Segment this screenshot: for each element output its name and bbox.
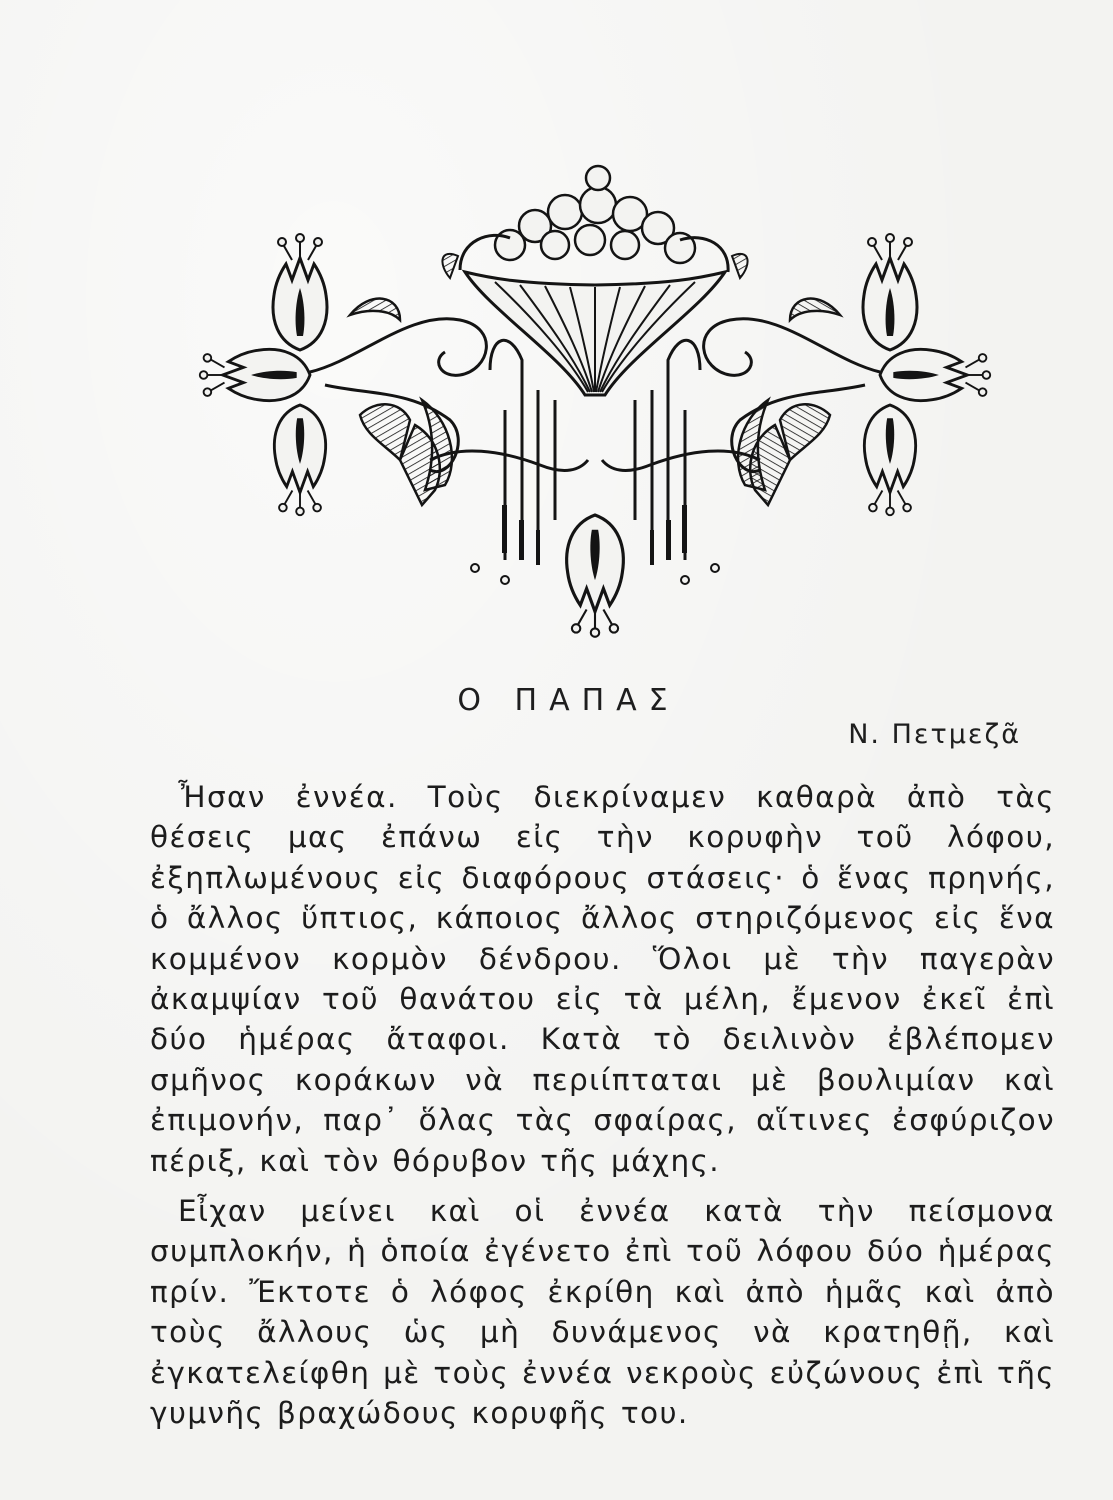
art-nouveau-floral-ornament-icon [160, 160, 1030, 645]
chapter-title: Ο ΠΑΠΑΣ [457, 683, 680, 718]
paragraph: Ἦσαν ἐννέα. Τοὺς διεκρίναμεν καθαρὰ ἀπὸ τὰς θέσεις μας ἐπάνω εἰς τὴν κορυφὴν τοῦ λόφου, ἐξηπλωμένους εἰς διαφόρους στάσεις· ὁ ἕνας πρηνής, ὁ ἄλλος ὕπτιος, κάποιος ἄλλος στηριζόμενος εἰς ἕνα κομμένον κορμὸν δένδρου. Ὅλοι μὲ τὴν παγερὰν ἀκαμψίαν τοῦ θανάτου εἰς τὰ μέλη, ἔμενον ἐκεῖ ἐπὶ δύο ἡμέρας ἄταφοι. Κατὰ τὸ δειλινὸν ἐβλέπομεν σμῆνος κοράκων νὰ περιίπταται μὲ βουλιμίαν καὶ ἐπιμονήν, παρ᾽ ὅλας τὰς σφαίρας, αἵτινες ἐσφύριζον πέριξ, καὶ τὸν θόρυβον τῆς μάχης. [150, 780, 1055, 1178]
paragraph: Εἶχαν μείνει καὶ οἱ ἐννέα κατὰ τὴν πείσμονα συμπλοκήν, ἡ ὁποία ἐγένετο ἐπὶ τοῦ λόφου δύο ἡμέρας πρίν. Ἔκτοτε ὁ λόφος ἐκρίθη καὶ ἀπὸ ἡμᾶς καὶ ἀπὸ τοὺς ἄλλους ὡς μὴ δυνάμενος νὰ κρατηθῇ, καὶ ἐγκατελείφθη μὲ τοὺς ἐννέα νεκροὺς εὐζώνους ἐπὶ τῆς γυμνῆς βραχώδους κορυφῆς του. [150, 1194, 1055, 1431]
body-text [150, 777, 1055, 1434]
author-name: Ν. Πετμεζᾶ [848, 719, 1021, 750]
